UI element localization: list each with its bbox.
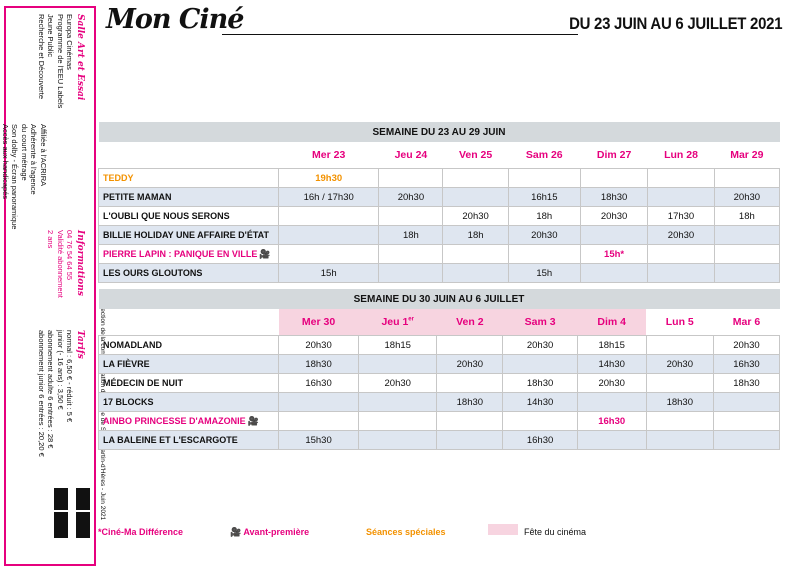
showtime-cell	[379, 207, 443, 226]
showtime-cell: 14h30	[577, 355, 646, 374]
brand-title: Mon Ciné	[106, 4, 244, 35]
film-title	[99, 374, 279, 393]
showtime-cell	[443, 245, 508, 264]
film-title-text: NOMADLAND	[103, 340, 162, 350]
showtime-cell: 15h30	[279, 431, 359, 450]
showtime-cell	[580, 226, 648, 245]
showtime-cell: 18h	[379, 226, 443, 245]
showtime-cell: 18h	[714, 207, 779, 226]
showtime-cell	[359, 431, 437, 450]
schedule-week-1	[98, 122, 780, 283]
showtime-cell: 15h*	[580, 245, 648, 264]
showtime-cell: 14h30	[503, 393, 577, 412]
table-row	[99, 245, 780, 264]
day-header	[279, 309, 359, 336]
legend-avant-premiere	[230, 527, 309, 538]
showtime-cell	[503, 355, 577, 374]
showtime-cell: 20h30	[646, 355, 713, 374]
showtime-cell: 16h30	[279, 374, 359, 393]
day-header	[279, 142, 379, 169]
day-header	[443, 142, 508, 169]
showtime-cell: 20h30	[503, 336, 577, 355]
film-column-header	[99, 142, 279, 169]
film-title	[99, 412, 279, 431]
showtime-cell	[279, 412, 359, 431]
showtime-cell	[503, 412, 577, 431]
showtime-cell	[713, 393, 779, 412]
film-title-text: PIERRE LAPIN : PANIQUE EN VILLE	[103, 248, 258, 259]
table-row	[99, 412, 780, 431]
showtime-cell	[437, 374, 503, 393]
day-label: Mar 29	[730, 149, 764, 161]
showtime-cell: 18h15	[359, 336, 437, 355]
camera-icon: 🎥	[230, 527, 242, 537]
showtime-cell	[359, 393, 437, 412]
day-label: Ven 2	[456, 316, 484, 328]
showtime-cell: 18h15	[577, 336, 646, 355]
sidebar-title-informations: Informations	[75, 230, 85, 296]
day-label: Jeu 24	[394, 149, 428, 161]
week-banner	[99, 122, 780, 142]
day-label: Sam 3	[524, 316, 556, 328]
day-label: Sam 26	[525, 149, 563, 161]
film-title-text: TEDDY	[103, 173, 134, 183]
table-row	[99, 207, 780, 226]
showtime-cell: 19h30	[279, 169, 379, 188]
showtime-cell: 20h30	[577, 374, 646, 393]
sidebar-block-1	[37, 14, 85, 108]
showtime-cell: 20h30	[359, 374, 437, 393]
camera-icon: 🎥	[259, 248, 271, 259]
showtime-cell	[648, 188, 714, 207]
showtime-cell: 18h30	[437, 393, 503, 412]
legend-cine-ma: *Ciné-Ma Différence	[98, 527, 184, 537]
day-header	[359, 309, 437, 336]
table-row	[99, 393, 780, 412]
day-label: Ven 25	[458, 149, 493, 161]
showtime-cell	[443, 169, 508, 188]
sidebar-line: junior (- 16 ans) : 3,50 €	[56, 330, 65, 410]
day-header	[577, 309, 646, 336]
camera-icon: 🎥	[247, 415, 259, 426]
showtime-cell	[443, 188, 508, 207]
schedule-week-2	[98, 289, 780, 450]
table-row	[99, 374, 780, 393]
legend-fete: Fête du cinéma	[524, 527, 587, 537]
showtime-cell	[648, 264, 714, 283]
film-title-text: 17 BLOCKS	[103, 397, 154, 407]
showtime-cell	[646, 431, 713, 450]
sidebar-line: Son dolby - Écran panoramique	[10, 124, 20, 230]
showtime-cell: 20h30	[713, 336, 779, 355]
sidebar-line: Jeune Public	[46, 14, 56, 57]
showtime-cell: 18h30	[580, 188, 648, 207]
header-rule	[222, 34, 578, 35]
day-label: Dim 4	[597, 316, 626, 328]
film-title	[99, 431, 279, 450]
day-label: Lun 5	[665, 316, 694, 328]
day-header	[713, 309, 779, 336]
showtime-cell	[508, 245, 580, 264]
showtime-cell	[279, 245, 379, 264]
showtime-cell	[714, 169, 779, 188]
logo-icon	[76, 512, 90, 538]
showtime-cell	[437, 412, 503, 431]
day-header	[648, 142, 714, 169]
showtime-cell: 18h30	[646, 393, 713, 412]
film-title	[99, 393, 279, 412]
sidebar-title-tarifs: Tarifs	[75, 330, 85, 359]
film-title-text: BILLIE HOLIDAY UNE AFFAIRE D'ÉTAT	[103, 230, 269, 240]
showtime-cell	[359, 355, 437, 374]
showtime-cell	[437, 431, 503, 450]
showtime-cell: 15h	[279, 264, 379, 283]
sidebar-line: 2 ans	[46, 230, 56, 249]
legend-seances-speciales: Séances spéciales	[366, 527, 446, 537]
film-title	[99, 226, 279, 245]
day-header	[503, 309, 577, 336]
showtime-cell	[714, 226, 779, 245]
showtime-cell	[577, 431, 646, 450]
sidebar-block-2	[1, 124, 49, 229]
sidebar-line: Affiliée à l'ACRIRA	[39, 124, 48, 187]
day-suffix: er	[408, 316, 414, 323]
sidebar-title-art-essai: Salle Art et Essai	[75, 14, 85, 101]
showtime-cell: 16h30	[577, 412, 646, 431]
logo-icon	[54, 488, 68, 510]
showtime-cell	[379, 245, 443, 264]
film-title-text: LA BALEINE ET L'ESCARGOTE	[103, 435, 238, 445]
showtime-cell: 16h15	[508, 188, 580, 207]
table-row	[99, 169, 780, 188]
legend-avant-premiere-label: Avant-première	[243, 527, 310, 537]
showtime-cell	[713, 412, 779, 431]
film-title	[99, 169, 279, 188]
table-row	[99, 264, 780, 283]
logo-icon	[76, 488, 90, 510]
sidebar-line: Adhérente à l'agence	[29, 124, 39, 195]
showtime-cell	[279, 393, 359, 412]
showtime-cell	[437, 336, 503, 355]
showtime-cell	[279, 207, 379, 226]
showtime-cell	[646, 336, 713, 355]
film-title-text: LES OURS GLOUTONS	[103, 268, 203, 278]
sidebar-line: du court métrage	[20, 124, 29, 181]
showtime-cell	[646, 412, 713, 431]
day-label: Mer 30	[301, 316, 336, 328]
showtime-cell: 20h30	[508, 226, 580, 245]
sidebar-phone: 04 76 54 64 55	[65, 230, 75, 281]
date-range: DU 23 JUIN AU 6 JUILLET 2021	[568, 14, 782, 33]
showtime-cell	[379, 264, 443, 283]
week-title: SEMAINE DU 30 JUIN AU 6 JUILLET	[99, 289, 780, 309]
table-row	[99, 336, 780, 355]
day-label: Mer 23	[312, 149, 346, 161]
week-title: SEMAINE DU 23 AU 29 JUIN	[99, 122, 780, 142]
showtime-cell	[379, 169, 443, 188]
showtime-cell: 18h30	[503, 374, 577, 393]
sidebar-line: Programme de l'EEU Labels	[56, 14, 65, 109]
showtime-cell: 18h30	[713, 374, 779, 393]
table-row	[99, 431, 780, 450]
film-title	[99, 207, 279, 226]
sidebar-block-4	[37, 330, 85, 457]
day-label: Dim 27	[596, 149, 632, 161]
showtime-cell	[359, 412, 437, 431]
showtime-cell: 20h30	[648, 226, 714, 245]
showtime-cell	[648, 245, 714, 264]
showtime-cell	[648, 169, 714, 188]
showtime-cell	[577, 393, 646, 412]
sidebar-line: Accès aux handicapés	[1, 124, 10, 200]
table-row	[99, 355, 780, 374]
sidebar-line: abonnement adulte 6 entrées : 28 €	[46, 330, 56, 449]
showtime-cell: 18h	[443, 226, 508, 245]
showtime-cell	[580, 264, 648, 283]
showtime-cell: 20h30	[279, 336, 359, 355]
film-title	[99, 245, 279, 264]
logo-icon	[54, 512, 68, 538]
film-title	[99, 188, 279, 207]
film-column-header	[99, 309, 279, 336]
showtime-cell	[714, 245, 779, 264]
day-label: Mar 6	[732, 316, 761, 328]
film-title-text: AINBO PRINCESSE D'AMAZONIE	[103, 415, 246, 426]
table-row	[99, 226, 780, 245]
day-header	[714, 142, 779, 169]
showtime-cell	[713, 431, 779, 450]
showtime-cell	[279, 226, 379, 245]
showtime-cell	[443, 264, 508, 283]
film-title-text: L'OUBLI QUE NOUS SERONS	[103, 211, 230, 221]
film-title	[99, 336, 279, 355]
film-title-text: LA FIÈVRE	[103, 359, 150, 369]
film-title	[99, 355, 279, 374]
day-label: Lun 28	[664, 149, 698, 161]
day-header	[580, 142, 648, 169]
showtime-cell: 20h30	[443, 207, 508, 226]
week-banner	[99, 289, 780, 309]
showtime-cell	[714, 264, 779, 283]
table-row	[99, 188, 780, 207]
day-header-row	[99, 142, 780, 169]
showtime-cell: 18h30	[279, 355, 359, 374]
sidebar-line: abonnement junior 6 entrées : 20,20 €	[37, 330, 46, 457]
showtime-cell: 16h30	[713, 355, 779, 374]
showtime-cell: 20h30	[580, 207, 648, 226]
day-header	[508, 142, 580, 169]
showtime-cell: 16h / 17h30	[279, 188, 379, 207]
day-header	[379, 142, 443, 169]
day-header	[646, 309, 713, 336]
sidebar-block-3	[46, 230, 84, 298]
sidebar-line: Validité abonnement	[56, 230, 65, 298]
sidebar-line: Europa Cinémas	[65, 14, 75, 70]
film-title-text: PETITE MAMAN	[103, 192, 172, 202]
sidebar-line: Recherche et Découverte	[37, 14, 46, 100]
showtime-cell: 17h30	[648, 207, 714, 226]
showtime-cell: 20h30	[379, 188, 443, 207]
partner-logos	[54, 488, 90, 562]
day-header-row	[99, 309, 780, 336]
showtime-cell	[508, 169, 580, 188]
showtime-cell	[646, 374, 713, 393]
sidebar-line: normal : 6,50 € - réduit : 5 €	[65, 330, 75, 423]
film-title	[99, 264, 279, 283]
showtime-cell: 20h30	[437, 355, 503, 374]
day-label: Jeu 1	[381, 316, 409, 328]
showtime-cell	[580, 169, 648, 188]
showtime-cell: 15h	[508, 264, 580, 283]
showtime-cell: 20h30	[714, 188, 779, 207]
day-header	[437, 309, 503, 336]
showtime-cell: 16h30	[503, 431, 577, 450]
film-title-text: MÉDECIN DE NUIT	[103, 378, 184, 388]
showtime-cell: 18h	[508, 207, 580, 226]
legend-fete-swatch	[488, 524, 518, 535]
